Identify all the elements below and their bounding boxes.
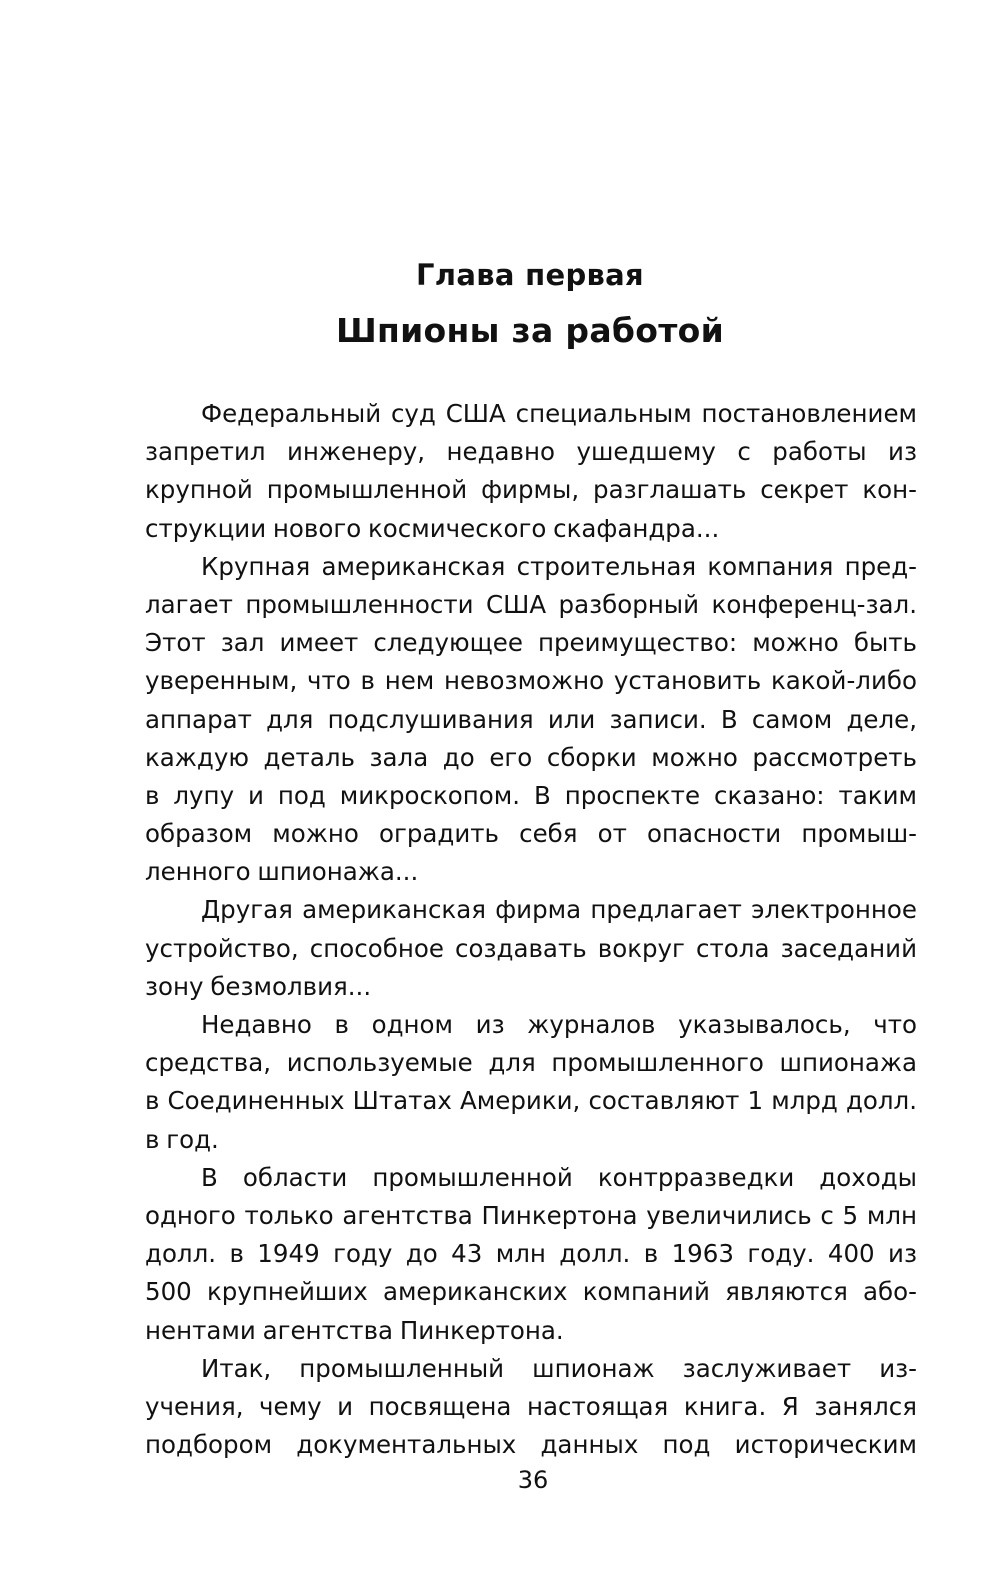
chapter-title: Шпионы за работой (335, 311, 725, 350)
text-line: крупной промышленной фирмы, разглашать секрет кон- (145, 475, 917, 505)
text-line: устройство, способное создавать вокруг стола заседаний (145, 933, 917, 963)
text-line: долл. в 1949 году до 43 млн долл. в 1963 году. 400 из (145, 1239, 917, 1269)
text-line: В области промышленной контрразведки доходы (201, 1162, 917, 1192)
text-line: Недавно в одном из журналов указывалось, что (201, 1010, 917, 1039)
text-line: аппарат для подслушивания или записи. В самом деле, (145, 704, 917, 734)
text-line: струкции нового космического скафандра... (145, 513, 720, 543)
page-number: 36 (517, 1466, 549, 1494)
text-line: одного только агентства Пинкертона увеличились с 5 млн (145, 1200, 917, 1230)
chapter-label: Глава первая (416, 258, 644, 292)
text-line: ленного шпионажа... (145, 857, 419, 887)
text-line: Этот зал имеет следующее преимущество: можно быть (145, 628, 917, 658)
text-line: Другая американская фирма предлагает электронное (201, 895, 917, 925)
text-line: Крупная американская строительная компания пред- (201, 551, 917, 581)
text-line: подбором документальных данных под историческим (145, 1430, 917, 1460)
text-line: в Соединенных Штатах Америки, составляют 1 млрд долл. (145, 1086, 917, 1116)
text-line: 500 крупнейших американских компаний являются або- (145, 1277, 917, 1307)
text-line: в год. (145, 1124, 219, 1154)
text-line: Федеральный суд США специальным постановлением (201, 399, 917, 428)
text-line: средства, используемые для промышленного шпионажа (145, 1048, 917, 1078)
text-line: в лупу и под микроскопом. В проспекте сказано: таким (145, 780, 917, 810)
text-line: зону безмолвия... (145, 971, 372, 1001)
text-line: запретил инженеру, недавно ушедшему с работы из (145, 437, 917, 467)
text-line: образом можно оградить себя от опасности промыш- (145, 819, 917, 849)
text-line: каждую деталь зала до его сборки можно рассмотреть (145, 742, 917, 772)
text-line: Итак, промышленный шпионаж заслуживает из- (201, 1353, 917, 1383)
text-line: уверенным, что в нем невозможно установить какой-либо (145, 666, 917, 696)
text-line: учения, чему и посвящена настоящая книга. Я занялся (145, 1391, 917, 1421)
text-line: нентами агентства Пинкертона. (145, 1315, 564, 1345)
text-line: лагает промышленности США разборный конференц-зал. (145, 589, 917, 619)
body-text (145, 395, 917, 1464)
